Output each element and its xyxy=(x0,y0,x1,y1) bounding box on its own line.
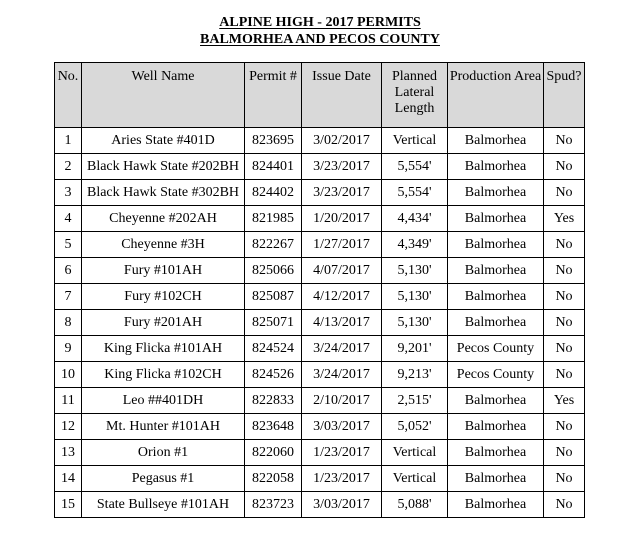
cell-issue-date: 3/23/2017 xyxy=(302,154,382,180)
cell-well-name: Black Hawk State #302BH xyxy=(82,180,245,206)
header-spud: Spud? xyxy=(544,63,585,128)
cell-issue-date: 3/24/2017 xyxy=(302,362,382,388)
cell-permit: 822267 xyxy=(245,232,302,258)
cell-production-area: Balmorhea xyxy=(448,440,544,466)
cell-lateral-length: 5,130' xyxy=(382,258,448,284)
cell-lateral-length: 9,213' xyxy=(382,362,448,388)
cell-permit: 825087 xyxy=(245,284,302,310)
cell-permit: 825066 xyxy=(245,258,302,284)
cell-no: 13 xyxy=(55,440,82,466)
table-row xyxy=(55,128,585,154)
cell-no: 3 xyxy=(55,180,82,206)
cell-lateral-length: 5,130' xyxy=(382,310,448,336)
table-row xyxy=(55,206,585,232)
cell-no: 6 xyxy=(55,258,82,284)
cell-production-area: Balmorhea xyxy=(448,154,544,180)
cell-issue-date: 1/20/2017 xyxy=(302,206,382,232)
cell-spud: No xyxy=(544,154,585,180)
title-line-2: BALMORHEA AND PECOS COUNTY xyxy=(200,32,440,47)
cell-permit: 822060 xyxy=(245,440,302,466)
cell-issue-date: 3/03/2017 xyxy=(302,414,382,440)
cell-permit: 823723 xyxy=(245,492,302,518)
cell-issue-date: 3/24/2017 xyxy=(302,336,382,362)
table-body xyxy=(55,128,585,518)
cell-well-name: Orion #1 xyxy=(82,440,245,466)
title-line-1: ALPINE HIGH - 2017 PERMITS xyxy=(219,15,421,30)
cell-lateral-length: 5,554' xyxy=(382,154,448,180)
table-row xyxy=(55,466,585,492)
cell-well-name: State Bullseye #101AH xyxy=(82,492,245,518)
cell-well-name: King Flicka #101AH xyxy=(82,336,245,362)
header-no: No. xyxy=(55,63,82,128)
cell-lateral-length: 5,554' xyxy=(382,180,448,206)
cell-well-name: Fury #101AH xyxy=(82,258,245,284)
table-row xyxy=(55,284,585,310)
cell-well-name: Black Hawk State #202BH xyxy=(82,154,245,180)
cell-spud: No xyxy=(544,440,585,466)
header-issue-date: Issue Date xyxy=(302,63,382,128)
cell-permit: 824402 xyxy=(245,180,302,206)
document-title xyxy=(0,14,640,48)
cell-lateral-length: 2,515' xyxy=(382,388,448,414)
cell-lateral-length: 5,130' xyxy=(382,284,448,310)
table-header-row xyxy=(55,63,585,128)
table-row xyxy=(55,492,585,518)
cell-production-area: Balmorhea xyxy=(448,388,544,414)
cell-lateral-length: Vertical xyxy=(382,466,448,492)
cell-issue-date: 1/27/2017 xyxy=(302,232,382,258)
cell-no: 15 xyxy=(55,492,82,518)
permits-table xyxy=(54,62,585,518)
cell-spud: No xyxy=(544,128,585,154)
cell-lateral-length: 4,349' xyxy=(382,232,448,258)
cell-spud: No xyxy=(544,284,585,310)
cell-well-name: Cheyenne #202AH xyxy=(82,206,245,232)
cell-no: 14 xyxy=(55,466,82,492)
cell-production-area: Balmorhea xyxy=(448,310,544,336)
header-well-name: Well Name xyxy=(82,63,245,128)
cell-spud: Yes xyxy=(544,206,585,232)
cell-well-name: Mt. Hunter #101AH xyxy=(82,414,245,440)
cell-production-area: Pecos County xyxy=(448,336,544,362)
cell-no: 10 xyxy=(55,362,82,388)
cell-production-area: Balmorhea xyxy=(448,466,544,492)
cell-no: 12 xyxy=(55,414,82,440)
cell-lateral-length: 9,201' xyxy=(382,336,448,362)
cell-production-area: Balmorhea xyxy=(448,414,544,440)
cell-spud: Yes xyxy=(544,388,585,414)
cell-spud: No xyxy=(544,466,585,492)
cell-permit: 822058 xyxy=(245,466,302,492)
header-planned-lateral-length: Planned Lateral Length xyxy=(382,63,448,128)
table-row xyxy=(55,154,585,180)
cell-production-area: Balmorhea xyxy=(448,284,544,310)
cell-no: 7 xyxy=(55,284,82,310)
cell-well-name: Aries State #401D xyxy=(82,128,245,154)
cell-no: 2 xyxy=(55,154,82,180)
cell-production-area: Balmorhea xyxy=(448,206,544,232)
cell-spud: No xyxy=(544,258,585,284)
cell-well-name: Pegasus #1 xyxy=(82,466,245,492)
cell-production-area: Pecos County xyxy=(448,362,544,388)
cell-production-area: Balmorhea xyxy=(448,492,544,518)
cell-permit: 825071 xyxy=(245,310,302,336)
cell-permit: 823648 xyxy=(245,414,302,440)
cell-permit: 823695 xyxy=(245,128,302,154)
cell-production-area: Balmorhea xyxy=(448,128,544,154)
cell-well-name: Cheyenne #3H xyxy=(82,232,245,258)
cell-lateral-length: 4,434' xyxy=(382,206,448,232)
cell-well-name: Fury #201AH xyxy=(82,310,245,336)
cell-issue-date: 3/23/2017 xyxy=(302,180,382,206)
cell-no: 1 xyxy=(55,128,82,154)
table-row xyxy=(55,440,585,466)
header-permit: Permit # xyxy=(245,63,302,128)
cell-no: 9 xyxy=(55,336,82,362)
table-row xyxy=(55,388,585,414)
cell-permit: 824401 xyxy=(245,154,302,180)
table-row xyxy=(55,310,585,336)
cell-well-name: King Flicka #102CH xyxy=(82,362,245,388)
cell-lateral-length: Vertical xyxy=(382,440,448,466)
cell-lateral-length: 5,052' xyxy=(382,414,448,440)
cell-issue-date: 3/02/2017 xyxy=(302,128,382,154)
cell-permit: 822833 xyxy=(245,388,302,414)
cell-spud: No xyxy=(544,180,585,206)
cell-spud: No xyxy=(544,336,585,362)
header-production-area: Production Area xyxy=(448,63,544,128)
cell-permit: 821985 xyxy=(245,206,302,232)
cell-well-name: Fury #102CH xyxy=(82,284,245,310)
cell-spud: No xyxy=(544,232,585,258)
table-row xyxy=(55,180,585,206)
table-row xyxy=(55,336,585,362)
cell-no: 11 xyxy=(55,388,82,414)
cell-lateral-length: 5,088' xyxy=(382,492,448,518)
cell-no: 5 xyxy=(55,232,82,258)
cell-production-area: Balmorhea xyxy=(448,232,544,258)
table-row xyxy=(55,362,585,388)
cell-no: 4 xyxy=(55,206,82,232)
cell-permit: 824526 xyxy=(245,362,302,388)
cell-issue-date: 1/23/2017 xyxy=(302,440,382,466)
cell-issue-date: 2/10/2017 xyxy=(302,388,382,414)
table-row xyxy=(55,414,585,440)
cell-spud: No xyxy=(544,492,585,518)
cell-issue-date: 3/03/2017 xyxy=(302,492,382,518)
table-row xyxy=(55,258,585,284)
cell-spud: No xyxy=(544,310,585,336)
cell-issue-date: 4/13/2017 xyxy=(302,310,382,336)
cell-lateral-length: Vertical xyxy=(382,128,448,154)
cell-issue-date: 4/07/2017 xyxy=(302,258,382,284)
cell-production-area: Balmorhea xyxy=(448,180,544,206)
table-row xyxy=(55,232,585,258)
cell-production-area: Balmorhea xyxy=(448,258,544,284)
cell-issue-date: 1/23/2017 xyxy=(302,466,382,492)
cell-no: 8 xyxy=(55,310,82,336)
cell-issue-date: 4/12/2017 xyxy=(302,284,382,310)
cell-spud: No xyxy=(544,414,585,440)
cell-permit: 824524 xyxy=(245,336,302,362)
cell-spud: No xyxy=(544,362,585,388)
cell-well-name: Leo ##401DH xyxy=(82,388,245,414)
